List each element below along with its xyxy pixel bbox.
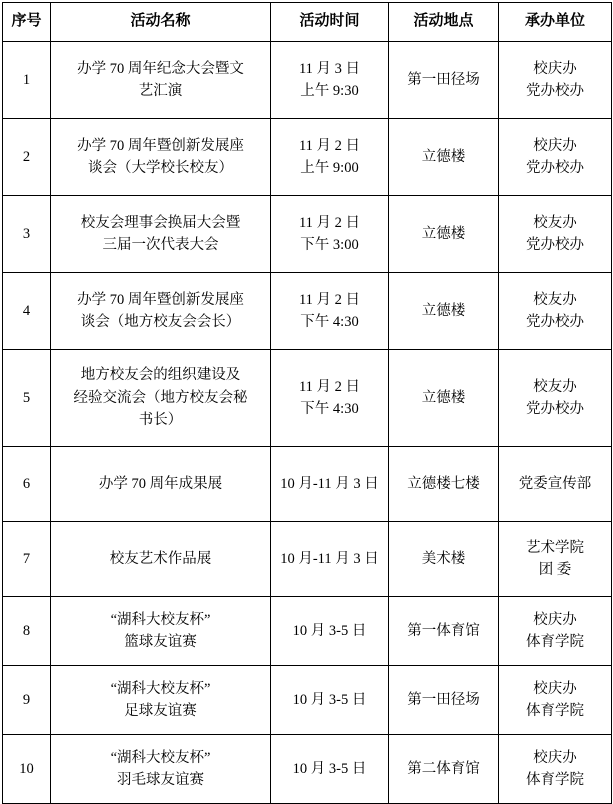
- cell-time-line: 10 月 3-5 日: [292, 760, 367, 777]
- cell-place-line: 第一田径场: [407, 691, 480, 708]
- cell-place: [389, 522, 499, 597]
- table-row: [3, 522, 612, 597]
- cell-name: [51, 666, 271, 735]
- cell-place: [389, 196, 499, 273]
- cell-name-line: 经验交流会（地方校友会秘: [73, 389, 248, 406]
- table-row: [3, 666, 612, 735]
- cell-name-line: 书长）: [138, 412, 183, 429]
- cell-time-line: 11 月 2 日: [298, 291, 361, 308]
- cell-place-line: 立德楼: [421, 389, 466, 406]
- cell-time-line: 上午 9:30: [300, 83, 359, 99]
- cell-place: [389, 273, 499, 350]
- cell-time-line: 上午 9:00: [300, 160, 359, 176]
- cell-org: [499, 273, 612, 350]
- cell-org: [499, 522, 612, 597]
- cell-time-line: 10 月-11 月 3 日: [280, 550, 379, 567]
- cell-org-line: 党办校办: [526, 237, 584, 253]
- activity-schedule-table: [2, 2, 612, 804]
- cell-name: [51, 597, 271, 666]
- cell-org-line: 体育学院: [526, 703, 584, 719]
- cell-name-line: “湖科大校友杯”: [110, 680, 211, 697]
- cell-time-line: 10 月-11 月 3 日: [280, 475, 379, 492]
- cell-place: [389, 119, 499, 196]
- cell-org-line: 党办校办: [526, 160, 584, 176]
- table-row: [3, 447, 612, 522]
- cell-org: [499, 350, 612, 447]
- table-row: [3, 597, 612, 666]
- cell-name-line: 谈会（大学校长校友）: [88, 160, 233, 176]
- cell-name: [51, 447, 271, 522]
- cell-place-line: 美术楼: [421, 550, 466, 567]
- cell-place-line: 第一体育馆: [407, 622, 480, 639]
- cell-time-line: 11 月 2 日: [298, 214, 361, 231]
- cell-time-line: 下午 4:30: [300, 314, 359, 330]
- cell-name-line: 地方校友会的组织建设及: [80, 367, 241, 384]
- cell-place: [389, 350, 499, 447]
- cell-org-line: 党委宣传部: [518, 475, 592, 492]
- cell-name-line: 篮球友谊赛: [124, 634, 197, 650]
- cell-org: [499, 597, 612, 666]
- cell-org-line: 团 委: [538, 562, 572, 578]
- cell-place: [389, 597, 499, 666]
- cell-time-line: 10 月 3-5 日: [292, 622, 367, 639]
- cell-no: 10: [3, 735, 51, 804]
- cell-no: 5: [3, 350, 51, 447]
- column-header-name: 活动名称: [51, 3, 271, 42]
- cell-time: [271, 42, 389, 119]
- cell-org-line: 校友办: [533, 214, 577, 231]
- cell-time-line: 10 月 3-5 日: [292, 691, 367, 708]
- cell-place: [389, 447, 499, 522]
- cell-time-line: 11 月 2 日: [298, 378, 361, 395]
- cell-place: [389, 42, 499, 119]
- cell-name-line: 艺汇演: [138, 83, 183, 99]
- table-row: [3, 273, 612, 350]
- cell-time: [271, 196, 389, 273]
- cell-no: 3: [3, 196, 51, 273]
- column-header-time: 活动时间: [271, 3, 389, 42]
- cell-name-line: 校友会理事会换届大会暨: [80, 214, 241, 231]
- cell-name: [51, 522, 271, 597]
- cell-name: [51, 119, 271, 196]
- cell-org-line: 校友办: [533, 378, 577, 395]
- cell-name-line: 足球友谊赛: [124, 703, 197, 719]
- cell-name-line: “湖科大校友杯”: [110, 749, 211, 766]
- table-row: [3, 735, 612, 804]
- column-header-place: 活动地点: [389, 3, 499, 42]
- cell-name-line: 羽毛球友谊赛: [117, 772, 204, 788]
- cell-name-line: “湖科大校友杯”: [110, 611, 211, 628]
- cell-time-line: 11 月 3 日: [298, 60, 361, 77]
- cell-time-line: 下午 4:30: [300, 401, 359, 417]
- cell-time-line: 下午 3:00: [300, 237, 359, 253]
- cell-no: 6: [3, 447, 51, 522]
- cell-name-line: 办学 70 周年暨创新发展座: [77, 137, 244, 154]
- cell-place-line: 第二体育馆: [407, 760, 480, 777]
- cell-name: [51, 350, 271, 447]
- table-row: [3, 42, 612, 119]
- cell-org-line: 校友办: [533, 291, 577, 308]
- column-header-org: 承办单位: [499, 3, 612, 42]
- cell-place: [389, 666, 499, 735]
- table-row: [3, 196, 612, 273]
- cell-name-line: 办学 70 周年纪念大会暨文: [77, 60, 244, 77]
- cell-org-line: 校庆办: [533, 749, 577, 766]
- cell-org: [499, 735, 612, 804]
- cell-org-line: 体育学院: [526, 634, 584, 650]
- cell-time: [271, 666, 389, 735]
- cell-org: [499, 196, 612, 273]
- cell-org-line: 体育学院: [526, 772, 584, 788]
- cell-no: 8: [3, 597, 51, 666]
- cell-name: [51, 735, 271, 804]
- cell-place-line: 第一田径场: [407, 71, 480, 88]
- cell-name-line: 校友艺术作品展: [109, 550, 212, 567]
- table-row: [3, 350, 612, 447]
- cell-name-line: 办学 70 周年暨创新发展座: [77, 291, 244, 308]
- cell-no: 7: [3, 522, 51, 597]
- cell-org: [499, 447, 612, 522]
- cell-name: [51, 42, 271, 119]
- cell-place-line: 立德楼七楼: [407, 475, 480, 492]
- cell-org-line: 校庆办: [533, 60, 577, 77]
- cell-time: [271, 522, 389, 597]
- cell-name-line: 谈会（地方校友会会长）: [80, 314, 241, 330]
- table-body: [3, 42, 612, 804]
- cell-time: [271, 119, 389, 196]
- column-header-no: 序号: [3, 3, 51, 42]
- cell-org-line: 党办校办: [526, 314, 584, 330]
- cell-org-line: 校庆办: [533, 680, 577, 697]
- table-row: [3, 119, 612, 196]
- cell-place-line: 立德楼: [421, 148, 466, 165]
- cell-no: 2: [3, 119, 51, 196]
- cell-place-line: 立德楼: [421, 225, 466, 242]
- cell-no: 1: [3, 42, 51, 119]
- cell-org-line: 党办校办: [526, 401, 584, 417]
- cell-name: [51, 273, 271, 350]
- cell-org-line: 校庆办: [533, 611, 577, 628]
- cell-no: 9: [3, 666, 51, 735]
- cell-org: [499, 119, 612, 196]
- cell-place-line: 立德楼: [421, 302, 466, 319]
- cell-time: [271, 350, 389, 447]
- cell-org-line: 校庆办: [533, 137, 577, 154]
- cell-org-line: 党办校办: [526, 83, 584, 99]
- cell-org: [499, 666, 612, 735]
- cell-name-line: 三届一次代表大会: [102, 237, 219, 253]
- cell-name-line: 办学 70 周年成果展: [98, 475, 223, 492]
- cell-time: [271, 597, 389, 666]
- cell-time: [271, 735, 389, 804]
- cell-no: 4: [3, 273, 51, 350]
- cell-org-line: 艺术学院: [526, 539, 584, 556]
- cell-time: [271, 447, 389, 522]
- cell-org: [499, 42, 612, 119]
- cell-time: [271, 273, 389, 350]
- cell-place: [389, 735, 499, 804]
- cell-time-line: 11 月 2 日: [298, 137, 361, 154]
- table-header-row: [3, 3, 612, 42]
- cell-name: [51, 196, 271, 273]
